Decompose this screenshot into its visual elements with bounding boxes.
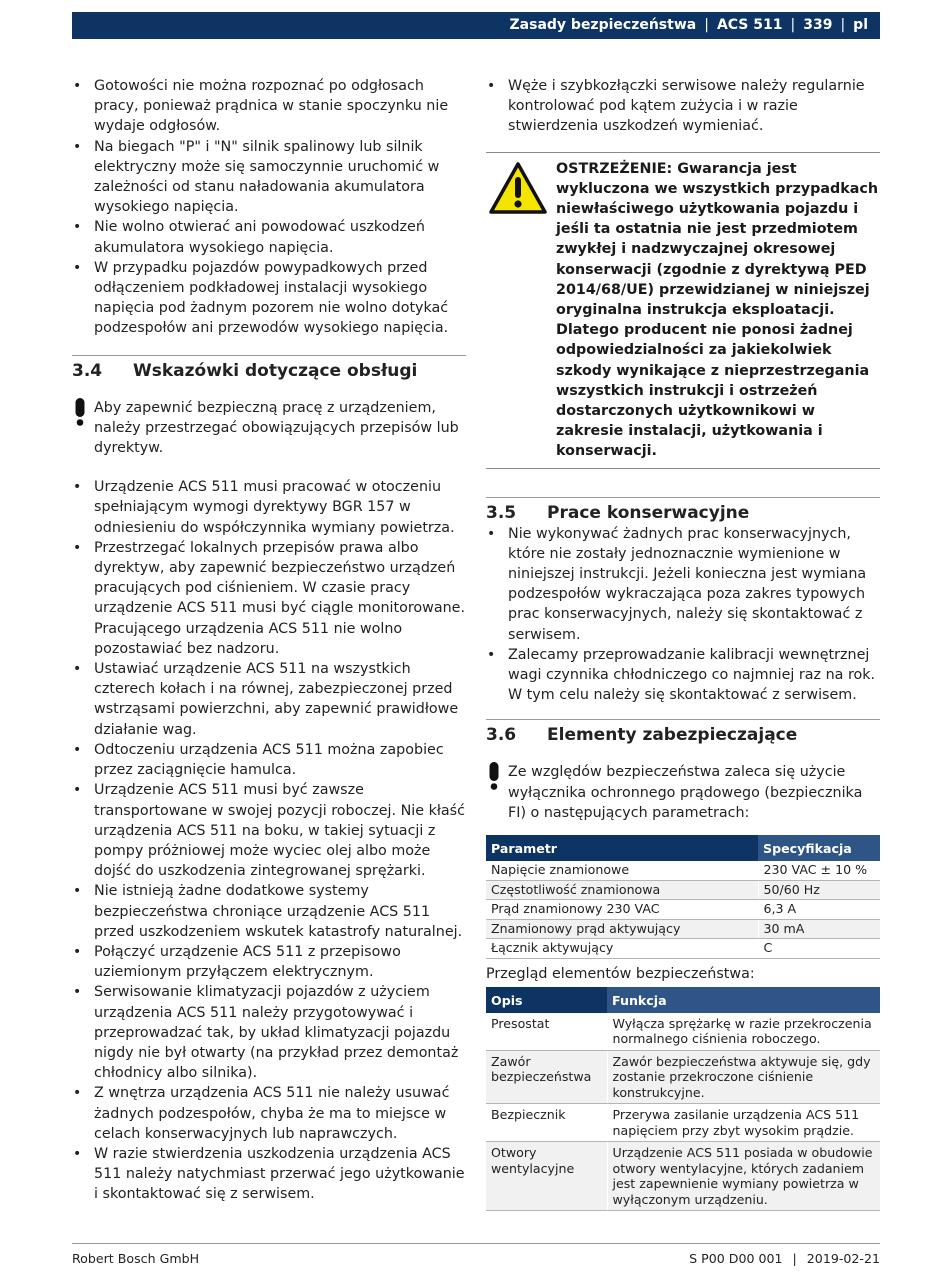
- table-row: [486, 1050, 880, 1104]
- table-row: [486, 1142, 880, 1211]
- footer-doc-number: S P00 D00 001: [689, 1251, 783, 1266]
- section-divider: [72, 355, 466, 356]
- section-heading-3-6: [486, 724, 880, 746]
- list-item: • Z wnętrza urządzenia ACS 511 nie należy usuwać żadnych podzespołów, chyba że ma to miejsce w celach konserwacyjnych lub naprawczych.: [72, 1083, 466, 1144]
- table-cell: Napięcie znamionowe: [486, 861, 758, 880]
- table-cell: Wyłącza sprężarkę w razie przekroczenia normalnego ciśnienia roboczego.: [607, 1013, 880, 1051]
- maintenance-bullet-list: [486, 524, 880, 706]
- right-column: [486, 76, 880, 1211]
- list-item: • Połączyć urządzenie ACS 511 z przepisowo uziemionym przyłączem elektrycznym.: [72, 942, 466, 982]
- hoses-bullet-list: [486, 76, 880, 137]
- table-row: [486, 939, 880, 959]
- table-cell: Łącznik aktywujący: [486, 939, 758, 959]
- table-cell: Częstotliwość znamionowa: [486, 880, 758, 900]
- list-item: • Nie istnieją żadne dodatkowe systemy bezpieczeństwa chroniące urządzenie ACS 511 przed uszkodzeniem wskutek katastrofy naturalnej.: [72, 881, 466, 942]
- section-heading-3-5: [486, 502, 880, 524]
- section-number: 3.5: [486, 502, 517, 523]
- table-row: [486, 900, 880, 920]
- notice-text: Ze względów bezpieczeństwa zaleca się użycie wyłącznika ochronnego prądowego (bezpiecznika FI) o następujących parametrach:: [508, 764, 863, 821]
- list-item: • Gotowości nie można rozpoznać po odgłosach pracy, ponieważ prądnica w stanie spoczynku nie wydaje odgłosów.: [72, 76, 466, 137]
- table-cell: Urządzenie ACS 511 posiada w obudowie otwory wentylacyjne, których zadaniem jest zapewnienie wymiany powietrza w wyłączonym urządzeniu.: [607, 1142, 880, 1211]
- list-item: • Urządzenie ACS 511 musi pracować w otoczeniu spełniającym wymogi dyrektywy BGR 157 w odniesieniu do współczynnika wymiany powietrza.: [72, 477, 466, 538]
- overview-label: Przegląd elementów bezpieczeństwa:: [486, 965, 755, 982]
- section-number: 3.6: [486, 725, 517, 746]
- notice-text: Aby zapewnić bezpieczną pracę z urządzeniem, należy przestrzegać obowiązujących przepisów lub dyrektyw.: [94, 399, 459, 457]
- list-item: • W przypadku pojazdów powypadkowych przed odłączeniem podkładowej instalacji wysokiego napięcia pod żadnym pozorem nie wolno dotykać podzespołów ani przewodów wysokiego napięcia.: [72, 258, 466, 339]
- list-item: • Na biegach "P" i "N" silnik spalinowy lub silnik elektryczny może się samoczynnie uruchomić w zależności od stanu naładowania akumulatora wysokiego napięcia.: [72, 137, 466, 218]
- table-cell: Przerywa zasilanie urządzenia ACS 511 napięciem przy zbyt wysokim prądzie.: [607, 1104, 880, 1142]
- table-row: [486, 919, 880, 939]
- section-divider: [486, 497, 880, 498]
- warning-block: [486, 152, 880, 469]
- table-row: [486, 1104, 880, 1142]
- list-item: • Przestrzegać lokalnych przepisów prawa albo dyrektyw, aby zapewnić bezpieczeństwo urządzeń pracujących pod ciśnieniem. W czasie pracy urządzenie ACS 511 musi być ciągle monitorowane. Pracującego urządzenia ACS 511 nie wolno pozostawiać bez nadzoru.: [72, 538, 466, 659]
- table-header-cell: Funkcja: [607, 987, 880, 1013]
- table-cell: Znamionowy prąd aktywujący: [486, 919, 758, 939]
- table-row: [486, 861, 880, 880]
- header-language: pl: [853, 17, 868, 33]
- list-item: • Nie wolno otwierać ani powodować uszkodzeń akumulatora wysokiego napięcia.: [72, 217, 466, 257]
- header-separator: |: [840, 17, 846, 33]
- header-page-number: 339: [803, 17, 833, 33]
- table-cell: 230 VAC ± 10 %: [758, 861, 880, 880]
- list-item: • Ustawiać urządzenie ACS 511 na wszystkich czterech kołach i na równej, zabezpieczonej przed wstrząsami powierzchni, aby zapewnić prawidłowe działanie wag.: [72, 659, 466, 740]
- list-item: • Urządzenie ACS 511 musi być zawsze transportowane w swojej pozycji roboczej. Nie kłaść urządzenia ACS 511 na boku, w takiej sytuacji z pompy próżniowej może wyciec olej albo może dojść do uszkodzenia zintegrowanej sprężarki.: [72, 780, 466, 881]
- handling-bullet-list: [72, 477, 466, 1204]
- section-title: Prace konserwacyjne: [547, 502, 750, 523]
- exclamation-icon: [72, 398, 88, 426]
- list-item: • W razie stwierdzenia uszkodzenia urządzenia ACS 511 należy natychmiast przerwać jego użytkowanie i skontaktować się z serwisem.: [72, 1144, 466, 1205]
- footer-company: Robert Bosch GmbH: [72, 1251, 200, 1266]
- header-separator: |: [790, 17, 796, 33]
- table-header-row: [486, 835, 880, 861]
- notice-block: [486, 762, 880, 823]
- spec-table: [486, 835, 880, 959]
- intro-bullet-list: [72, 76, 466, 339]
- table-header-cell: Specyfikacja: [758, 835, 880, 861]
- list-item: • Nie wykonywać żadnych prac konserwacyjnych, które nie zostały jednoznacznie wymienione w niniejszej instrukcji. Jeżeli konieczna jest wymiana podzespołów wykraczająca poza zakres typowych prac konserwacyjnych, należy się skontaktować z serwisem.: [486, 524, 880, 645]
- table-header-cell: Opis: [486, 987, 607, 1013]
- table-cell: 6,3 A: [758, 900, 880, 920]
- page-header-bar: [72, 12, 880, 39]
- table-cell: 30 mA: [758, 919, 880, 939]
- footer-divider: [72, 1243, 880, 1244]
- warning-triangle-icon: [488, 161, 548, 215]
- table-cell: Zawór bezpieczeństwa aktywuje się, gdy zostanie przekroczone ciśnienie konstrukcyjne.: [607, 1050, 880, 1104]
- footer-separator: |: [792, 1251, 797, 1266]
- table-cell: 50/60 Hz: [758, 880, 880, 900]
- list-item: • Zalecamy przeprowadzanie kalibracji wewnętrznej wagi czynnika chłodniczego co najmniej raz na rok. W tym celu należy się skontaktować z serwisem.: [486, 645, 880, 706]
- table-cell: Presostat: [486, 1013, 607, 1051]
- section-title: Elementy zabezpieczające: [547, 725, 798, 746]
- table-header-row: [486, 987, 880, 1013]
- footer-doc-info: [689, 1251, 880, 1266]
- warning-text: OSTRZEŻENIE: Gwarancja jest wykluczona we wszystkich przypadkach niewłaściwego użytkowania pojazdu i jeśli ta ostatnia nie jest przedmiotem zwykłej i nadzwyczajnej okresowej konserwacji (zgodnie z dyrektywą PED 2014/68/UE) przewidzianej w niniejszej oryginalna instrukcja eksploatacji. Dlatego producent nie ponosi żadnej odpowiedzialności za jakiekolwiek szkody wynikające z nieprzestrzegania wszystkich instrukcji i ostrzeżeń dostarczonych użytkownikowi w zakresie instalacji, użytkowania i konserwacji.: [556, 160, 879, 460]
- section-number: 3.4: [72, 360, 103, 381]
- footer-date: 2019-02-21: [806, 1251, 880, 1266]
- table-cell: C: [758, 939, 880, 959]
- table-cell: Prąd znamionowy 230 VAC: [486, 900, 758, 920]
- header-section-title: Zasady bezpieczeństwa: [509, 17, 697, 33]
- notice-block: [72, 398, 466, 459]
- table-row: [486, 1013, 880, 1051]
- header-separator: |: [704, 17, 709, 33]
- section-divider: [486, 719, 880, 720]
- header-product: ACS 511: [716, 17, 783, 33]
- table-row: [486, 880, 880, 900]
- elements-table: [486, 987, 880, 1212]
- section-heading-3-4: [72, 360, 466, 382]
- list-item: • Węże i szybkozłączki serwisowe należy regularnie kontrolować pod kątem zużycia i w razie stwierdzenia uszkodzeń wymieniać.: [486, 76, 880, 137]
- table-header-cell: Parametr: [486, 835, 758, 861]
- table-cell: Otwory wentylacyjne: [486, 1142, 607, 1211]
- list-item: • Odtoczeniu urządzenia ACS 511 można zapobiec przez zaciągnięcie hamulca.: [72, 740, 466, 780]
- page-header-text: [510, 17, 868, 33]
- table-cell: Bezpiecznik: [486, 1104, 607, 1142]
- list-item: • Serwisowanie klimatyzacji pojazdów z użyciem urządzenia ACS 511 należy przygotowywać i przeprowadzać tak, by układ klimatyzacji pojazdu nigdy nie był otwarty (na przykład przez demontaż chłodnicy albo silnika).: [72, 982, 466, 1083]
- table-cell: Zawór bezpieczeństwa: [486, 1050, 607, 1104]
- left-column: [72, 76, 466, 1205]
- section-title: Wskazówki dotyczące obsługi: [133, 360, 418, 381]
- exclamation-icon: [486, 762, 502, 790]
